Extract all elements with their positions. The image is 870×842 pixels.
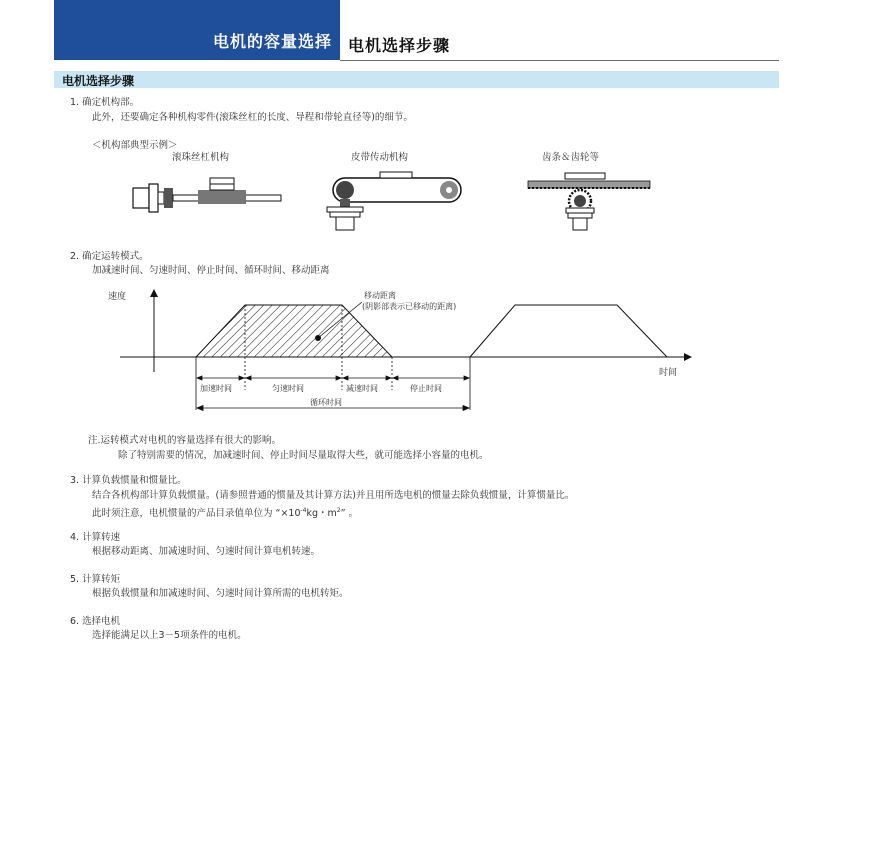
step6-body: 选择能满足以上3－5项条件的电机。 — [92, 630, 247, 641]
time-axis-arrow — [684, 353, 692, 361]
header-category: 电机的容量选择 — [212, 32, 332, 51]
segment-const-label: 匀速时间 — [272, 384, 304, 393]
step3-body2-sup1: -4 — [300, 507, 307, 514]
step3-body1: 结合各机构部计算负载惯量。(请参照普通的惯量及其计算方法)并且用所选电机的惯量去除负载惯量，计算惯量比。 — [92, 490, 575, 501]
annotation-dot — [315, 335, 321, 341]
note-line1: 注.运转模式对电机的容量选择有很大的影响。 — [88, 435, 282, 446]
segment-accel-label: 加速时间 — [200, 384, 232, 393]
motion-profile-next — [470, 305, 667, 357]
mech-rack-label: 齿条＆齿轮等 — [542, 152, 600, 163]
page-title: 电机选择步骤 — [348, 36, 451, 55]
step5-heading: 5. 计算转矩 — [70, 574, 121, 585]
speed-axis-label: 速度 — [108, 292, 127, 302]
step4-heading: 4. 计算转速 — [70, 532, 121, 543]
mech-ballscrew-label: 滚珠丝杠机构 — [172, 152, 230, 163]
step1-heading: 1. 确定机构部。 — [70, 97, 140, 108]
motion-profile-hatched — [196, 305, 392, 357]
speed-axis-arrow — [150, 289, 158, 297]
step1-body: 此外，还要确定各种机构零件(滚珠丝杠的长度、导程和带轮直径等)的细节。 — [92, 112, 413, 123]
examples-label: ＜机构部典型示例＞ — [92, 140, 178, 151]
annotation-line2: (阴影部表示已移动的距离) — [362, 302, 457, 311]
step5-body: 根据负载惯量和加减速时间、匀速时间计算所需的电机转矩。 — [92, 588, 349, 599]
step6-heading: 6. 选择电机 — [70, 616, 121, 627]
step3-body2-suffix: ” 。 — [340, 508, 359, 520]
step3-body2 — [92, 505, 358, 520]
annotation-line1: 移动距离 — [364, 291, 396, 300]
mech-belt-label: 皮带传动机构 — [351, 152, 409, 163]
segment-stop-label: 停止时间 — [410, 384, 442, 393]
step3-body2-sup2: 2 — [336, 507, 341, 514]
time-axis-label: 时间 — [659, 368, 678, 378]
step3-body2-mid: kg・m — [306, 508, 337, 520]
step2-heading: 2. 确定运转模式。 — [70, 251, 149, 262]
step2-body: 加减速时间、匀速时间、停止时间、循环时间、移动距离 — [92, 265, 330, 276]
section-title: 电机选择步骤 — [62, 74, 135, 88]
segment-decel-label: 减速时间 — [346, 384, 378, 393]
step3-heading: 3. 计算负载惯量和惯量比。 — [70, 475, 187, 486]
cycle-time-label: 循环时间 — [310, 398, 342, 407]
step3-body2-prefix: 此时须注意，电机惯量的产品目录值单位为 “×10 — [92, 508, 301, 520]
note-line2: 除了特别需要的情况，加减速时间、停止时间尽量取得大些，就可能选择小容量的电机。 — [118, 450, 489, 461]
step4-body: 根据移动距离、加减速时间、匀速时间计算电机转速。 — [92, 546, 321, 557]
